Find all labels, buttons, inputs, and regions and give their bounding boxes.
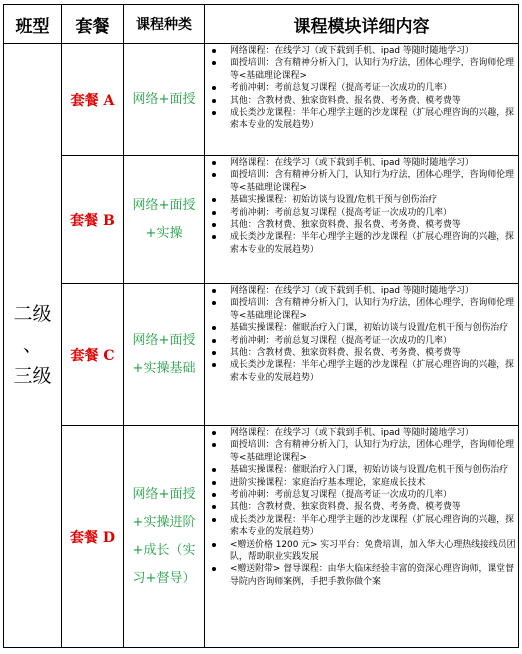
package-name: 套餐 A [62, 44, 124, 156]
level-cell [4, 44, 62, 648]
list-item: 成长类沙龙课程：半年心理学主题的沙龙课程（扩展心理咨询的兴趣，探索本专业的发展趋势） [208, 514, 516, 539]
list-item: 考前冲刺：考前总复习课程（提高考证一次成功的几率） [208, 489, 516, 501]
detail-list [208, 427, 516, 588]
list-item: 进阶实操课程：家庭治疗基本理论，家庭成长技术 [208, 477, 516, 489]
level-line: 二级 [13, 303, 52, 325]
list-item: 其他：含教材费、独家资料费、报名费、考务费、模考费等 [208, 95, 516, 107]
package-row-b [4, 156, 519, 284]
course-type-line: +实操基础 [132, 360, 196, 376]
header-level: 班型 [4, 5, 62, 44]
package-name: 套餐 D [62, 426, 124, 648]
course-type-line: 网络+面授 [132, 91, 196, 107]
course-type-cell [124, 284, 205, 426]
detail-list [208, 45, 516, 132]
course-type-line: +实操进阶 [132, 514, 196, 530]
header-course-type: 课程种类 [124, 5, 205, 44]
course-type-line: 网络+面授 [132, 486, 196, 502]
list-item: 网络课程：在线学习（或下载到手机、ipad 等随时随地学习） [208, 45, 516, 57]
header-package: 套餐 [62, 5, 124, 44]
package-row-d [4, 426, 519, 648]
list-item: 考前冲刺：考前总复习课程（提高考证一次成功的几率） [208, 335, 516, 347]
list-item: <赠送价格 1200 元> 实习平台：免费培训，加入华大心理热线接线员团队，帮助职业实践发展 [208, 539, 516, 564]
level-line: 、 [22, 334, 42, 356]
detail-list [208, 285, 516, 384]
course-table-page [3, 4, 518, 648]
package-name: 套餐 C [62, 284, 124, 426]
detail-cell [205, 426, 519, 648]
list-item: 面授培训：含有精神分析入门，认知行为疗法，团体心理学，咨询师伦理等<基础理论课程> [208, 297, 516, 322]
course-package-table [3, 4, 519, 648]
list-item: 考前冲刺：考前总复习课程（提高考证一次成功的几率） [208, 207, 516, 219]
package-name: 套餐 B [62, 156, 124, 284]
course-type-line: +实操 [145, 225, 183, 241]
course-type-cell [124, 44, 205, 156]
list-item: 基础实操课程：催眠治疗入门课，初始访谈与设置/危机干预与创伤治疗 [208, 464, 516, 476]
list-item: 成长类沙龙课程：半年心理学主题的沙龙课程（扩展心理咨询的兴趣，探索本专业的发展趋势） [208, 231, 516, 256]
package-row-a [4, 44, 519, 156]
list-item: 基础实操课程：催眠治疗入门课，初始访谈与设置/危机干预与创伤治疗 [208, 322, 516, 334]
course-type-cell [124, 426, 205, 648]
list-item: 其他：含教材费、独家资料费、报名费、考务费、模考费等 [208, 219, 516, 231]
course-type-line: 网络+面授 [132, 197, 196, 213]
list-item: 基础实操课程：初始访谈与设置/危机干预与创伤治疗 [208, 194, 516, 206]
list-item: <赠送附带> 督导课程：由华大临床经验丰富的资深心理咨询师，课堂督导院内咨询师案例，手把手教你做个案 [208, 563, 516, 588]
list-item: 面授培训：含有精神分析入门，认知行为疗法，团体心理学，咨询师伦理等<基础理论课程> [208, 439, 516, 464]
detail-cell [205, 156, 519, 284]
list-item: 网络课程：在线学习（或下载到手机、ipad 等随时随地学习） [208, 157, 516, 169]
list-item: 成长类沙龙课程：半年心理学主题的沙龙课程（扩展心理咨询的兴趣，探索本专业的发展趋势） [208, 107, 516, 132]
table-header-row [4, 5, 519, 44]
course-type-line: 网络+面授 [132, 332, 196, 348]
detail-cell [205, 284, 519, 426]
list-item: 成长类沙龙课程：半年心理学主题的沙龙课程（扩展心理咨询的兴趣，探索本专业的发展趋势） [208, 359, 516, 384]
detail-list [208, 157, 516, 256]
detail-cell [205, 44, 519, 156]
course-type-cell [124, 156, 205, 284]
package-row-c [4, 284, 519, 426]
list-item: 其他：含教材费、独家资料费、报名费、考务费、模考费等 [208, 347, 516, 359]
header-details: 课程模块详细内容 [205, 5, 519, 44]
list-item: 面授培训：含有精神分析入门，认知行为疗法，团体心理学，咨询师伦理等<基础理论课程> [208, 169, 516, 194]
course-type-line: 习+督导） [132, 570, 196, 586]
list-item: 网络课程：在线学习（或下载到手机、ipad 等随时随地学习） [208, 427, 516, 439]
list-item: 网络课程：在线学习（或下载到手机、ipad 等随时随地学习） [208, 285, 516, 297]
course-type-line: +成长（实 [132, 542, 196, 558]
level-line: 三级 [13, 365, 52, 387]
list-item: 考前冲刺：考前总复习课程（提高考证一次成功的几率） [208, 82, 516, 94]
list-item: 其他：含教材费、独家资料费、报名费、考务费、模考费等 [208, 501, 516, 513]
list-item: 面授培训：含有精神分析入门，认知行为疗法，团体心理学，咨询师伦理等<基础理论课程> [208, 57, 516, 82]
